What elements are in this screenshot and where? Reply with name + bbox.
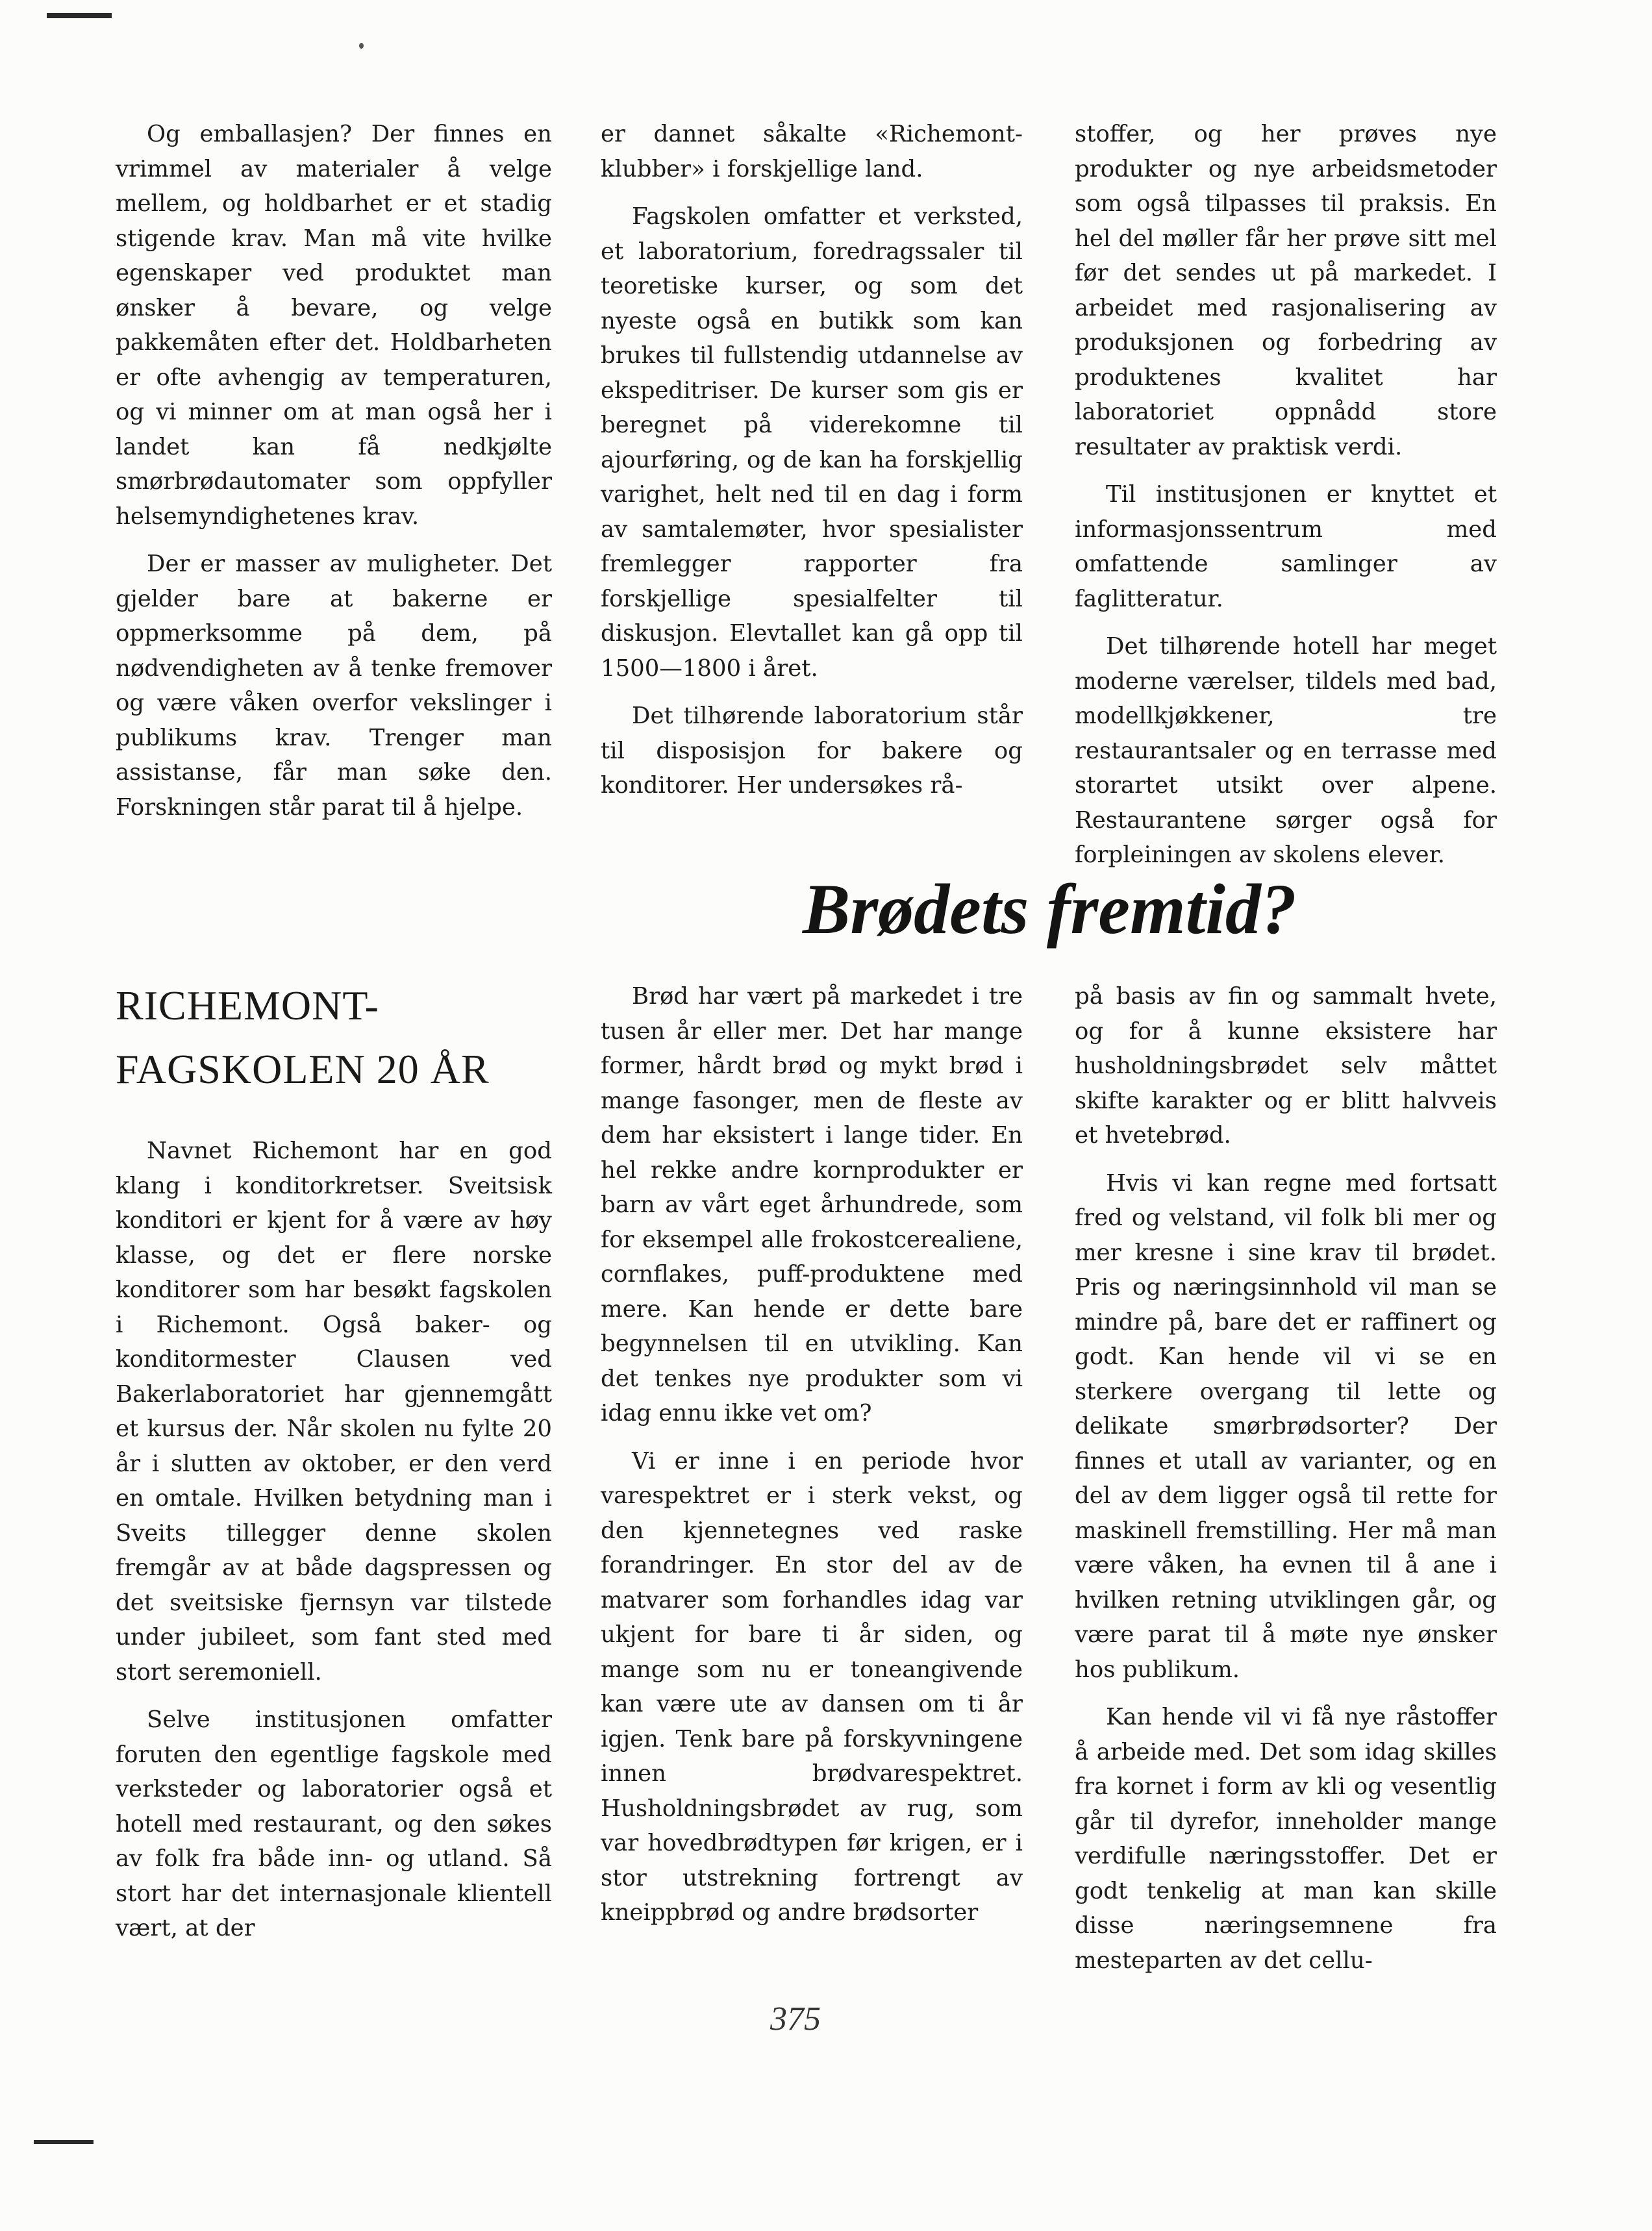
- brodets-paragraph: Vi er inne i en periode hvor varespektret er i sterk vekst, og den kjennetegnes ved raske forandringer. En stor del av de matvarer som forhandles idag var ukjent for bare ti år siden, og mange som nu er toneangivende kan være ute av dansen om ti år igjen. Tenk bare på forskyvningene innen brødvarespektret. Husholdningsbrødet av rug, som var hovedbrødtypen før krigen, er i stor utstrekning fortrengt av kneippbrød og andre brødsorter: [601, 1447, 1023, 1926]
- richemont-title-line2: FAGSKOLEN 20 ÅR: [116, 1046, 490, 1092]
- top-col1-paragraph: Og emballasjen? Der finnes en vrimmel av materialer å velge mellem, og holdbarhet er et stadig stigende krav. Man må vite hvilke egenskaper ved produktet man ønsker å bevare, og velge pakkemåten efter det. Holdbarheten er ofte avhengig av temperaturen, og vi minner om at man også her i landet kan få nedkjølte smørbrødautomater som oppfyller helsemyndighetenes krav.: [116, 121, 552, 530]
- brodets-column-2: [601, 979, 1023, 1930]
- top-col3-paragraph: Til institusjonen er knyttet et informasjonssentrum med omfattende samlinger av faglitteratur.: [1075, 481, 1497, 612]
- richemont-title-line1: RICHEMONT-: [116, 982, 379, 1028]
- brodets-column-3: [1075, 979, 1497, 1978]
- top-col3-paragraph: Det tilhørende hotell har meget moderne værelser, tildels med bad, modellkjøkkener, tre restaurantsaler og en terrasse med storartet utsikt over alpene. Restaurantene sørger også for forpleiningen av skolens elever.: [1075, 633, 1497, 868]
- scan-mark-dot: [359, 43, 364, 49]
- brodets-paragraph: Kan hende vil vi få nye råstoffer å arbeide med. Det som idag skilles fra kornet i form av kli og vesentlig går til dyrefor, inneholder mange verdifulle næringsstoffer. Det er godt tenkelig at man kan skille disse næringsemnene fra mesteparten av det cellu-: [1075, 1704, 1497, 1974]
- richemont-paragraph: Navnet Richemont har en god klang i konditorkretser. Sveitsisk konditori er kjent for å være av høy klasse, og det er flere norske konditorer som har besøkt fagskolen i Richemont. Også baker- og konditormester Clausen ved Bakerlaboratoriet har gjennemgått et kursus der. Når skolen nu fylte 20 år i slutten av oktober, er den verd en omtale. Hvilken betydning man i Sveits tillegger denne skolen fremgår av at både dagspressen og det sveitsiske fjernsyn var tilstede under jubileet, som fant sted med stort seremoniell.: [116, 1138, 552, 1686]
- top-col2-paragraph: Det tilhørende laboratorium står til disposisjon for bakere og konditorer. Her undersøkes rå-: [601, 703, 1023, 799]
- scan-mark-bottom: [34, 2140, 94, 2144]
- top-column-2: [601, 117, 1023, 803]
- top-col2-paragraph: Fagskolen omfatter et verksted, et laboratorium, foredragssaler til teoretiske kurser, og som det nyeste også en butikk som kan brukes til fullstendig utdannelse av ekspeditriser. De kurser som gis er beregnet på viderekomne til ajourføring, og de kan ha forskjellig varighet, helt ned til en dag i form av samtalemøter, hvor spesialister fremlegger rapporter fra forskjellige spesialfelter til diskusjon. Elevtallet kan gå opp til 1500—1800 i året.: [601, 203, 1023, 682]
- brodets-paragraph: på basis av fin og sammalt hvete, og for å kunne eksistere har husholdningsbrødet selv måttet skifte karakter og er blitt halvveis et hvetebrød.: [1075, 983, 1497, 1149]
- brodets-fremtid-headline: Brødets fremtid?: [803, 869, 1297, 949]
- top-col2-paragraph: er dannet såkalte «Richemont-klubber» i forskjellige land.: [601, 121, 1023, 182]
- richemont-paragraph: Selve institusjonen omfatter foruten den egentlige fagskole med verksteder og laboratorier også et hotell med restaurant, og den søkes av folk fra både inn- og utland. Så stort har det internasjonale klientell vært, at der: [116, 1706, 552, 1941]
- richemont-title: [116, 974, 552, 1101]
- page-number: 375: [770, 2000, 821, 2038]
- top-col1-paragraph: Der er masser av muligheter. Det gjelder bare at bakerne er oppmerksomme på dem, på nødvendigheten av å tenke fremover og være våken overfor vekslinger i publikums krav. Trenger man assistanse, får man søke den. Forskningen står parat til å hjelpe.: [116, 551, 552, 821]
- top-column-1: [116, 117, 552, 825]
- richemont-article: [116, 974, 552, 1946]
- top-column-3: [1075, 117, 1497, 873]
- top-col3-paragraph: stoffer, og her prøves nye produkter og nye arbeidsmetoder som også tilpasses til praksis. En hel del møller får her prøve sitt mel før det sendes ut på markedet. I arbeidet med rasjonalisering av produksjonen og forbedring av produktenes kvalitet har laboratoriet oppnådd store resultater av praktisk verdi.: [1075, 121, 1497, 460]
- brodets-paragraph: Hvis vi kan regne med fortsatt fred og velstand, vil folk bli mer og mer kresne i sine krav til brødet. Pris og næringsinnhold vil man se mindre på, bare det er raffinert og godt. Kan hende vil vi se en sterkere overgang til lette og delikate smørbrødsorter? Der finnes et utall av varianter, og en del av dem ligger også til rette for maskinell fremstilling. Her må man være våken, ha evnen til å ane i hvilken retning utviklingen går, og være parat til å møte nye ønsker hos publikum.: [1075, 1169, 1497, 1683]
- scan-mark-top: [47, 13, 112, 18]
- brodets-paragraph: Brød har vært på markedet i tre tusen år eller mer. Det har mange former, hårdt brød og mykt brød i mange fasonger, men de fleste av dem har eksistert i lange tider. En hel rekke andre kornprodukter er barn av vårt eget århundrede, som for eksempel alle frokostcerealiene, cornflakes, puff-produktene med mere. Kan hende er dette bare begynnelsen til en utvikling. Kan det tenkes nye produkter som vi idag ennu ikke vet om?: [601, 983, 1023, 1427]
